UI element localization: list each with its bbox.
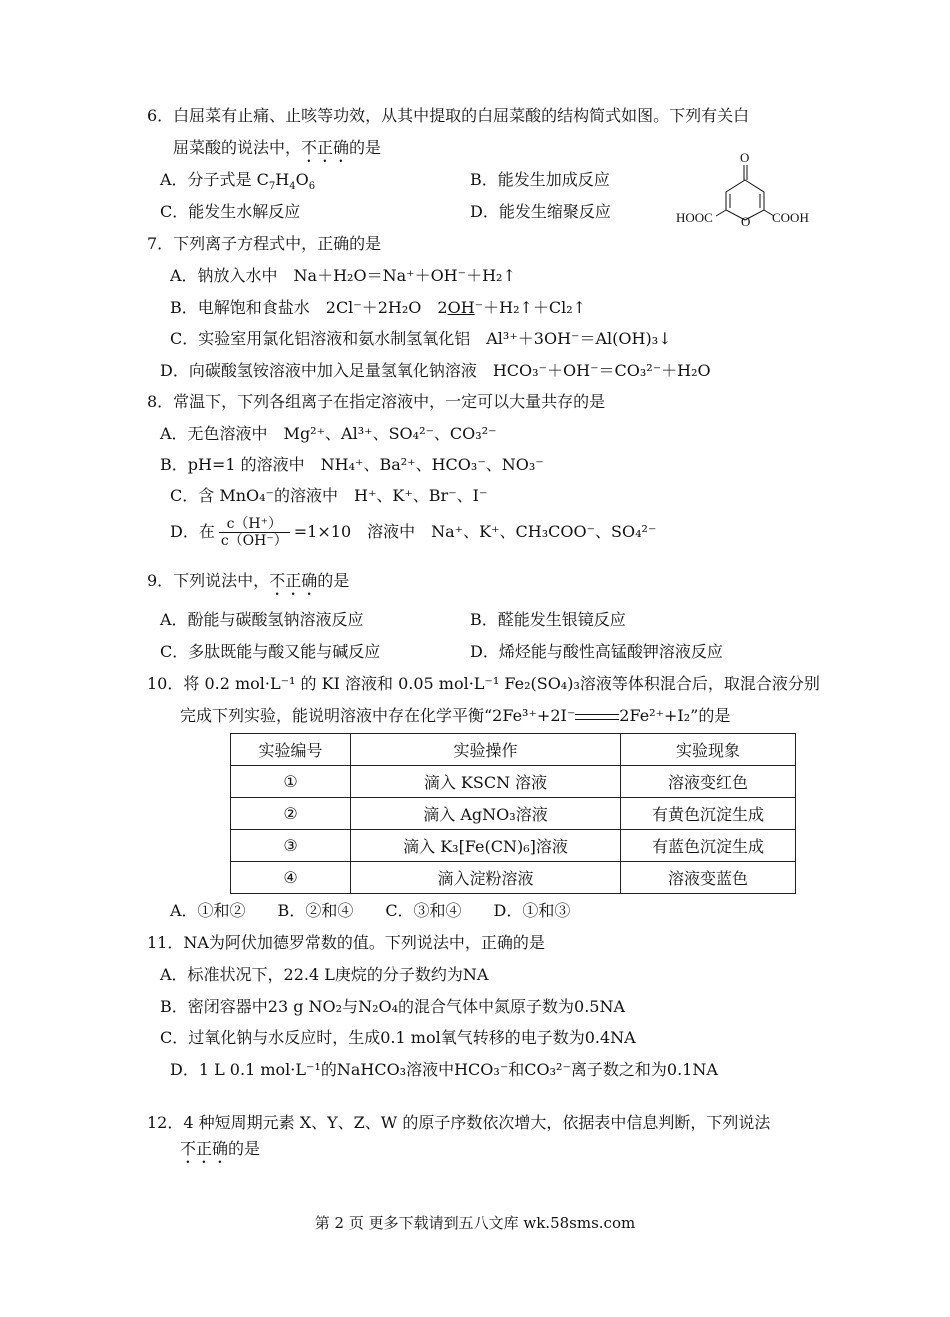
q8-d-numerator: c（H⁺） xyxy=(219,516,290,533)
q6-a-sub1: 7 xyxy=(268,181,276,193)
table-row xyxy=(231,766,796,798)
table-cell: 滴入 AgNO₃溶液 xyxy=(351,798,621,830)
q9-option-b: B．醛能发生银镜反应 xyxy=(470,610,626,629)
q7-stem: 7．下列离子方程式中，正确的是 xyxy=(147,234,382,253)
q8-d-pre: D．在 xyxy=(170,522,215,541)
struct-left-cooh: HOOC xyxy=(676,210,713,225)
q10-stem-line1: 10．将 0.2 mol·L⁻¹ 的 KI 溶液和 0.05 mol·L⁻¹ Fe₂(SO₄)₃溶液等体积混合后，取混合液分别 xyxy=(147,674,820,693)
table-header-cell: 实验现象 xyxy=(621,734,796,766)
table-header-cell: 实验编号 xyxy=(231,734,351,766)
q6-stem-line2 xyxy=(173,138,381,166)
q9-stem-post: 的是 xyxy=(317,571,350,590)
q8-option-a: A．无色溶液中 Mg²⁺、Al³⁺、SO₄²⁻、CO₃²⁻ xyxy=(160,424,497,443)
q6-emphasis: 不正确 xyxy=(301,138,350,157)
q6-stem-line1: 6．白屈菜有止痛、止咳等功效，从其中提取的白屈菜酸的结构简式如图。下列有关白 xyxy=(147,106,750,125)
q12-emphasis: 不正确 xyxy=(180,1139,229,1158)
q7-b-pre: B．电解饱和食盐水 2Cl⁻＋2H₂O 2 xyxy=(170,298,448,317)
table-cell: 有黄色沉淀生成 xyxy=(621,798,796,830)
q10-stem-line2 xyxy=(180,706,730,726)
q10-options: A．①和② B．②和④ C．③和④ D．①和③ xyxy=(170,901,571,920)
q12-stem-line2 xyxy=(180,1139,260,1167)
q6-a-sub3: 6 xyxy=(308,181,316,193)
q11-option-d: D．1 L 0.1 mol·L⁻¹的NaHCO₃溶液中HCO₃⁻和CO₃²⁻离子数之和为0.1NA xyxy=(170,1060,718,1079)
q12-stem-post: 的是 xyxy=(228,1139,261,1158)
q6-option-d: D．能发生缩聚反应 xyxy=(470,202,611,221)
q9-emphasis: 不正确 xyxy=(269,571,318,590)
q6-option-a xyxy=(160,170,316,193)
q9-option-c: C．多肽既能与酸又能与碱反应 xyxy=(160,642,381,661)
q7-b-oh: OH xyxy=(447,298,475,317)
table-header-row xyxy=(231,734,796,766)
q6-a-h: H xyxy=(275,170,290,189)
table-row xyxy=(231,798,796,830)
table-header-cell: 实验操作 xyxy=(351,734,621,766)
table-row xyxy=(231,862,796,894)
q7-b-post: ⁻＋H₂↑＋Cl₂↑ xyxy=(474,298,587,317)
q11-option-a: A．标准状况下，22.4 L庚烷的分子数约为NA xyxy=(160,965,489,984)
q6-option-b: B．能发生加成反应 xyxy=(470,170,610,189)
table-cell: 滴入 K₃[Fe(CN)₆]溶液 xyxy=(351,830,621,862)
q6-a-o: O xyxy=(295,170,309,189)
struct-carbonyl-o: O xyxy=(740,150,750,165)
q11-stem: 11．NA为阿伏加德罗常数的值。下列说法中，正确的是 xyxy=(147,933,545,952)
q10-line2-post: 2Fe²⁺+I₂”的是 xyxy=(619,706,731,725)
q8-d-equals: =1×10 xyxy=(293,522,352,541)
q8-option-d xyxy=(170,512,656,552)
q7-option-b xyxy=(170,298,586,318)
struct-ring-o: O xyxy=(741,214,751,229)
table-cell: 滴入 KSCN 溶液 xyxy=(351,766,621,798)
q9-stem-pre: 9．下列说法中， xyxy=(147,571,270,590)
table-cell: ① xyxy=(231,766,351,798)
q11-option-c: C．过氧化钠与水反应时，生成0.1 mol氧气转移的电子数为0.4NA xyxy=(160,1028,636,1047)
q8-option-c: C．含 MnO₄⁻的溶液中 H⁺、K⁺、Br⁻、I⁻ xyxy=(170,486,488,505)
q6-a-sub2: 4 xyxy=(289,181,296,193)
q12-stem-line1: 12．4 种短周期元素 X、Y、Z、W 的原子序数依次增大，依据表中信息判断，下列说法 xyxy=(147,1113,771,1132)
table-cell: ④ xyxy=(231,862,351,894)
table-cell: 溶液变红色 xyxy=(621,766,796,798)
equilibrium-arrow-icon xyxy=(575,711,619,723)
q8-option-b: B．pH=1 的溶液中 NH₄⁺、Ba²⁺、HCO₃⁻、NO₃⁻ xyxy=(160,455,544,474)
q10-line2-pre: 完成下列实验，能说明溶液中存在化学平衡“2Fe³⁺+2I⁻ xyxy=(180,706,576,725)
q10-experiment-table xyxy=(230,733,796,894)
table-cell: 有蓝色沉淀生成 xyxy=(621,830,796,862)
q6-a-text: A．分子式是 C xyxy=(160,170,269,189)
struct-right-cooh: COOH xyxy=(772,210,809,225)
q7-option-d: D．向碳酸氢铵溶液中加入足量氢氧化钠溶液 HCO₃⁻＋OH⁻＝CO₃²⁻＋H₂O xyxy=(160,361,711,380)
q7-option-c: C．实验室用氯化铝溶液和氨水制氢氧化铝 Al³⁺＋3OH⁻＝Al(OH)₃↓ xyxy=(170,329,672,348)
q6-stem-post: 的是 xyxy=(349,138,382,157)
q8-d-post: 溶液中 Na⁺、K⁺、CH₃COO⁻、SO₄²⁻ xyxy=(367,522,657,541)
table-cell: ③ xyxy=(231,830,351,862)
table-cell: ② xyxy=(231,798,351,830)
table-cell: 滴入淀粉溶液 xyxy=(351,862,621,894)
q7-option-a: A．钠放入水中 Na＋H₂O＝Na⁺＋OH⁻＋H₂↑ xyxy=(170,266,516,285)
q9-option-a: A．酚能与碳酸氢钠溶液反应 xyxy=(160,610,364,629)
page-footer: 第 2 页 更多下载请到五八文库 wk.58sms.com xyxy=(314,1214,636,1232)
q6-option-c: C．能发生水解反应 xyxy=(160,202,301,221)
table-cell: 溶液变蓝色 xyxy=(621,862,796,894)
q8-stem: 8．常温下，下列各组离子在指定溶液中，一定可以大量共存的是 xyxy=(147,392,606,411)
q11-option-b: B．密闭容器中23 g NO₂与N₂O₄的混合气体中氮原子数为0.5NA xyxy=(160,997,626,1016)
q6-stem-pre: 屈菜酸的说法中， xyxy=(173,138,302,157)
q9-option-d: D．烯烃能与酸性高锰酸钾溶液反应 xyxy=(470,642,723,661)
chelidonic-acid-structure xyxy=(672,150,822,230)
q8-d-denominator: c（OH⁻） xyxy=(220,533,288,549)
q8-d-fraction xyxy=(219,516,290,549)
table-row xyxy=(231,830,796,862)
q9-stem xyxy=(147,571,349,599)
